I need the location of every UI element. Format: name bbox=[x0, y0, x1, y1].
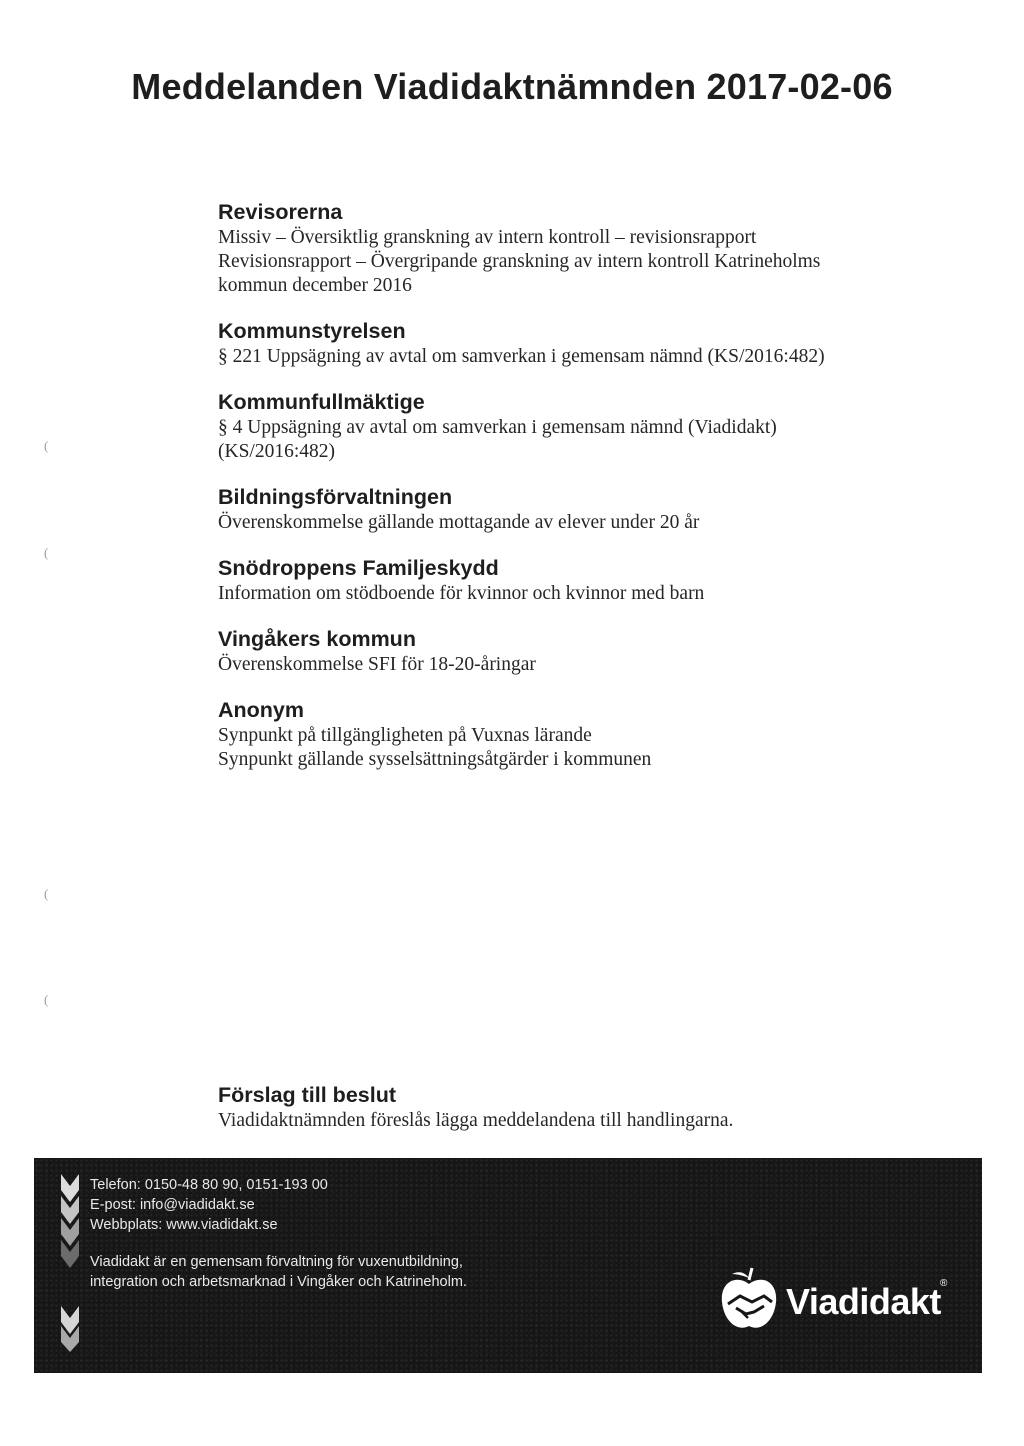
contact-email: E-post: info@viadidakt.se bbox=[90, 1197, 255, 1213]
section-kommunstyrelsen bbox=[218, 317, 938, 369]
section-heading: Kommunfullmäktige bbox=[218, 390, 425, 414]
section-line: Information om stödboende för kvinnor och kvinnor med barn bbox=[218, 583, 705, 604]
proposal-heading: Förslag till beslut bbox=[218, 1083, 396, 1107]
section-line: Överenskommelse gällande mottagande av elever under 20 år bbox=[218, 512, 700, 533]
logo-wordmark: Viadidakt bbox=[786, 1281, 941, 1322]
section-line: Synpunkt gällande sysselsättningsåtgärder i kommunen bbox=[218, 749, 652, 770]
section-line: Överenskommelse SFI för 18-20-åringar bbox=[218, 654, 536, 675]
margin-mark: ( bbox=[44, 886, 49, 901]
section-line: (KS/2016:482) bbox=[218, 441, 335, 462]
margin-mark: ( bbox=[44, 992, 49, 1007]
description-line: integration och arbetsmarknad i Vingåker och Katrineholm. bbox=[90, 1274, 467, 1290]
section-bildningsforvaltningen bbox=[218, 483, 938, 535]
section-line: Revisionsrapport – Övergripande granskning av intern kontroll Katrineholms bbox=[218, 251, 821, 272]
margin-mark: ( bbox=[44, 545, 49, 560]
apple-handshake-logo-icon bbox=[718, 1266, 780, 1332]
contact-info bbox=[90, 1175, 328, 1235]
section-line: Missiv – Översiktlig granskning av intern kontroll – revisionsrapport bbox=[218, 227, 757, 248]
organization-description bbox=[90, 1252, 467, 1292]
section-heading: Kommunstyrelsen bbox=[218, 319, 406, 343]
chevron-down-icon bbox=[60, 1174, 80, 1352]
section-kommunfullmaktige bbox=[218, 388, 938, 464]
contact-website: Webbplats: www.viadidakt.se bbox=[90, 1217, 278, 1233]
section-anonym bbox=[218, 696, 938, 772]
section-heading: Vingåkers kommun bbox=[218, 627, 416, 651]
viadidakt-logo bbox=[718, 1266, 958, 1336]
registered-mark: ® bbox=[940, 1278, 948, 1289]
section-line: kommun december 2016 bbox=[218, 275, 412, 296]
description-line: Viadidakt är en gemensam förvaltning för vuxenutbildning, bbox=[90, 1254, 463, 1270]
section-heading: Bildningsförvaltningen bbox=[218, 485, 453, 509]
section-heading: Anonym bbox=[218, 698, 304, 722]
section-snodroppens-familjeskydd bbox=[218, 554, 938, 606]
margin-mark: ( bbox=[44, 438, 49, 453]
decision-proposal bbox=[218, 1081, 938, 1133]
section-line: § 4 Uppsägning av avtal om samverkan i gemensam nämnd (Viadidakt) bbox=[218, 417, 777, 438]
section-heading: Revisorerna bbox=[218, 200, 343, 224]
proposal-text: Viadidaktnämnden föreslås lägga meddelandena till handlingarna. bbox=[218, 1110, 734, 1131]
contact-phone: Telefon: 0150-48 80 90, 0151-193 00 bbox=[90, 1177, 328, 1193]
message-list bbox=[218, 198, 938, 791]
section-heading: Snödroppens Familjeskydd bbox=[218, 556, 499, 580]
section-vingakers-kommun bbox=[218, 625, 938, 677]
section-line: Synpunkt på tillgängligheten på Vuxnas lärande bbox=[218, 725, 592, 746]
section-line: § 221 Uppsägning av avtal om samverkan i gemensam nämnd (KS/2016:482) bbox=[218, 346, 825, 367]
section-revisorerna bbox=[218, 198, 938, 298]
page-title: Meddelanden Viadidaktnämnden 2017-02-06 bbox=[131, 66, 893, 107]
footer-banner bbox=[34, 1158, 982, 1373]
